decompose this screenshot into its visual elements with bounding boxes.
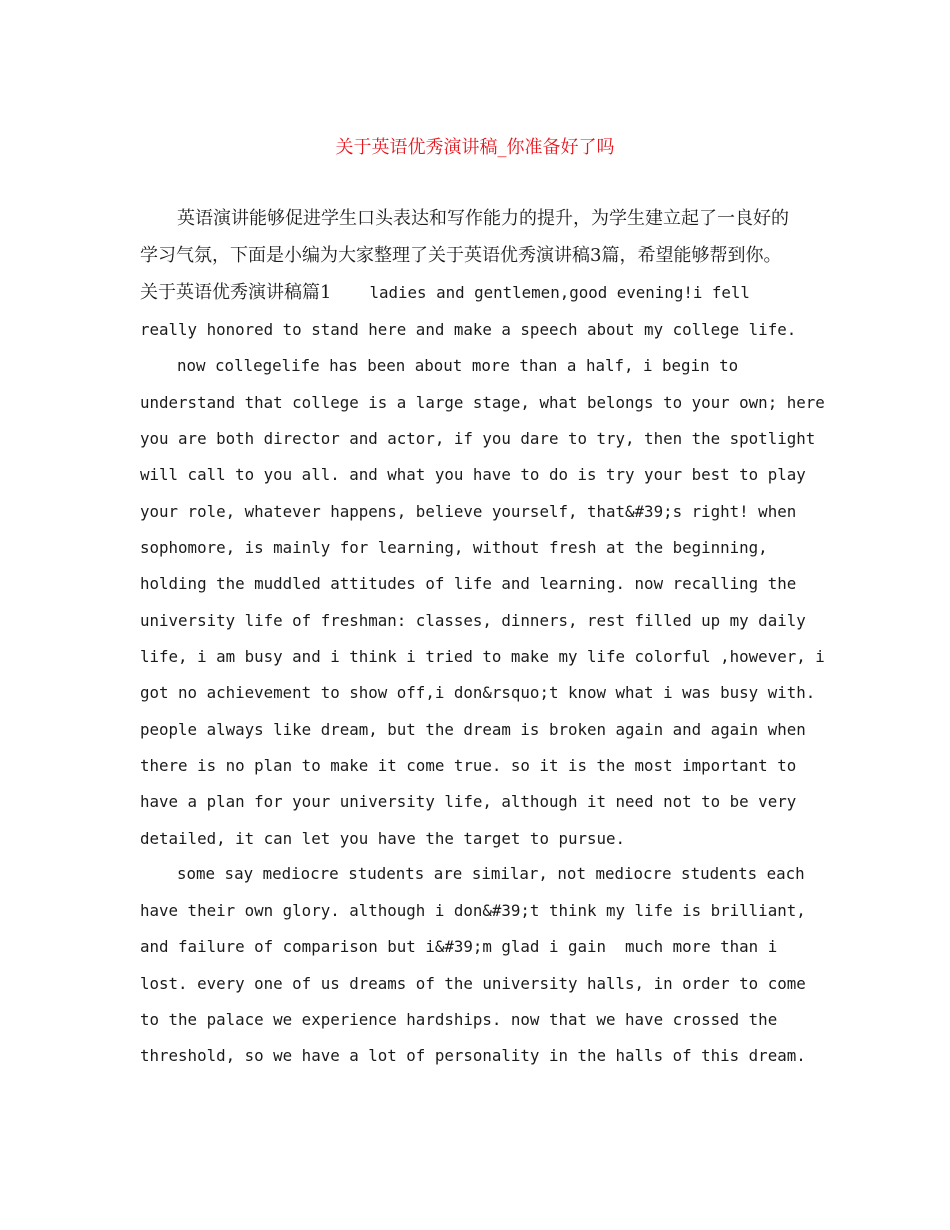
body-line: life, i am busy and i think i tried to make my life colorful ,however, i xyxy=(140,647,825,666)
body-line: sophomore, is mainly for learning, without fresh at the beginning, xyxy=(140,538,768,557)
body-line: holding the muddled attitudes of life and learning. now recalling the xyxy=(140,574,797,593)
body-line: your role, whatever happens, believe yourself, that&#39;s right! when xyxy=(140,502,797,521)
body-line: detailed, it can let you have the target to pursue. xyxy=(140,829,626,848)
paragraph-2-start: now collegelife has been about more than a half, i begin to xyxy=(177,356,739,375)
intro-line-1: 英语演讲能够促进学生口头表达和写作能力的提升，为学生建立起了一良好的 xyxy=(177,208,789,229)
section-heading: 关于英语优秀演讲稿篇1 xyxy=(140,282,332,303)
body-line: threshold, so we have a lot of personality in the halls of this dream. xyxy=(140,1046,806,1065)
body-line: people always like dream, but the dream is broken again and again when xyxy=(140,720,806,739)
body-line: to the palace we experience hardships. now that we have crossed the xyxy=(140,1010,778,1029)
section-heading-line xyxy=(140,282,750,304)
body-line: really honored to stand here and make a speech about my college life. xyxy=(140,320,797,339)
body-line: lost. every one of us dreams of the university halls, in order to come xyxy=(140,974,806,993)
greeting-text: ladies and gentlemen,good evening!i fell xyxy=(331,283,750,302)
body-line: there is no plan to make it come true. so it is the most important to xyxy=(140,756,797,775)
document-title: 关于英语优秀演讲稿_你准备好了吗 xyxy=(335,137,615,158)
body-line: got no achievement to show off,i don&rsquo;t know what i was busy with. xyxy=(140,683,816,702)
body-line: understand that college is a large stage, what belongs to your own; here xyxy=(140,393,825,412)
body-line: will call to you all. and what you have to do is try your best to play xyxy=(140,465,806,484)
intro-line-2: 学习气氛，下面是小编为大家整理了关于英语优秀演讲稿3篇，希望能够帮到你。 xyxy=(140,245,782,266)
body-line: and failure of comparison but i&#39;m glad i gain much more than i xyxy=(140,937,778,956)
body-line: have a plan for your university life, although it need not to be very xyxy=(140,792,797,811)
paragraph-3-start: some say mediocre students are similar, not mediocre students each xyxy=(177,864,805,883)
body-line: have their own glory. although i don&#39;t think my life is brilliant, xyxy=(140,901,806,920)
body-line: university life of freshman: classes, dinners, rest filled up my daily xyxy=(140,611,806,630)
body-line: you are both director and actor, if you dare to try, then the spotlight xyxy=(140,429,816,448)
